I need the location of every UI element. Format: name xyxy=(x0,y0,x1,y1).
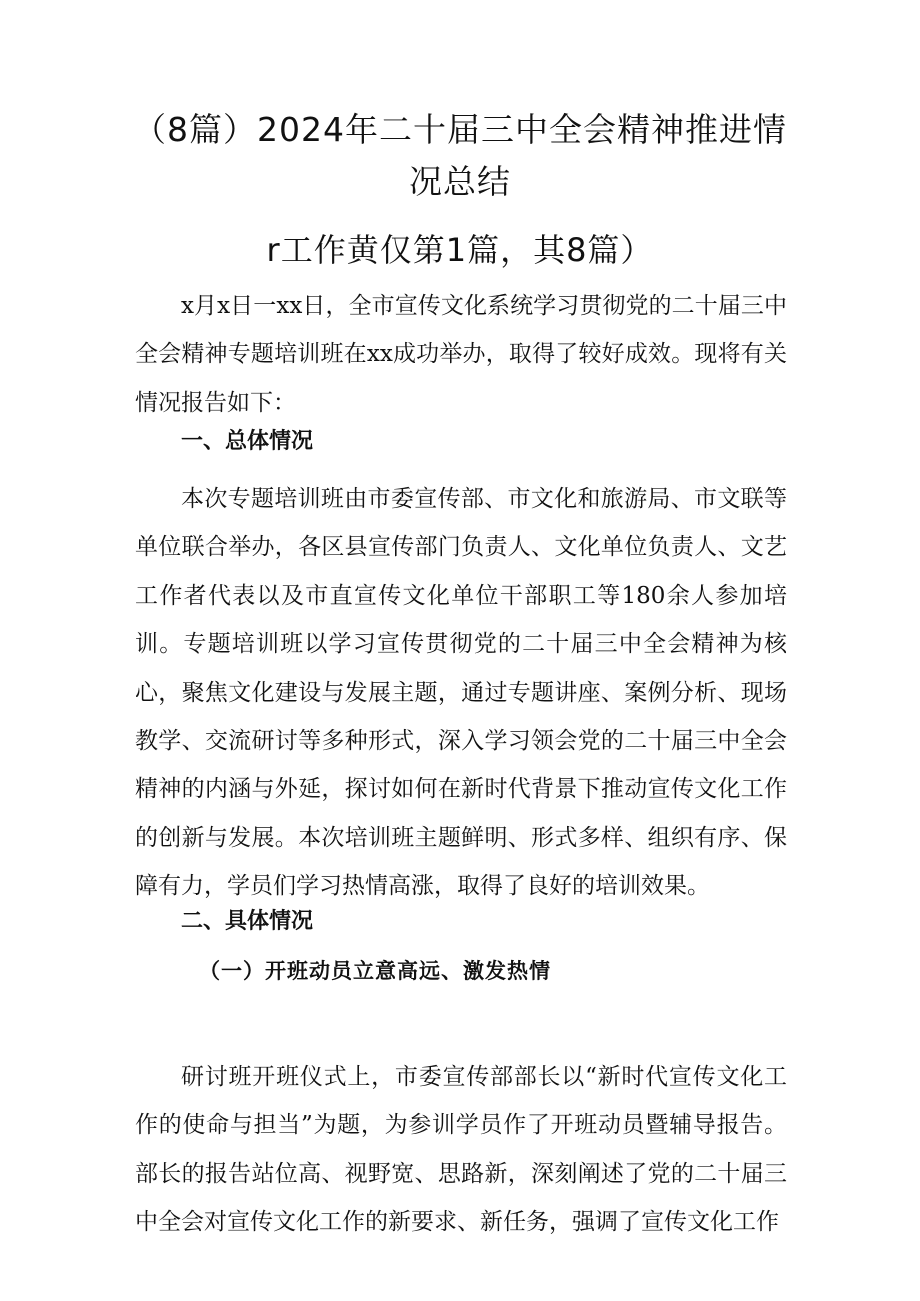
section-heading-overall: 一、总体情况 xyxy=(181,429,314,454)
opening-paragraph: 研讨班开班仪式上，市委宣传部部长以“新时代宣传文化工作的使命与担当”为题，为参训学员作了开班动员暨辅导报告。部长的报告站位高、视野宽、思路新，深刻阐述了党的二十届三中全会对宣传文化工作的新要求、新任务，强调了宣传文化工作 xyxy=(135,1064,787,1236)
document-subtitle: r工作黄仅第1篇，其8篇） xyxy=(266,231,654,269)
intro-paragraph: x月x日一xx日，全市宣传文化系统学习贯彻党的二十届三中全会精神专题培训班在xx成功举办，取得了较好成效。现将有关情况报告如下： xyxy=(135,293,787,416)
document-title-line-1: （8篇）2024年二十届三中全会精神推进情 xyxy=(133,110,787,149)
document-title-line-2: 况总结 xyxy=(409,162,511,201)
section-heading-details: 二、具体情况 xyxy=(181,909,314,934)
subsection-heading-opening: （一）开班动员立意高远、激发热情 xyxy=(199,959,551,983)
overall-paragraph: 本次专题培训班由市委宣传部、市文化和旅游局、市文联等单位联合举办，各区县宣传部门负责人、文化单位负责人、文艺工作者代表以及市直宣传文化单位干部职工等180余人参加培训。专题培训班以学习宣传贯彻党的二十届三中全会精神为核心，聚焦文化建设与发展主题，通过专题讲座、案例分析、现场教学、交流研讨等多种形式，深入学习领会党的二十届三中全会精神的内涵与外延，探讨如何在新时代背景下推动宣传文化工作的创新与发展。本次培训班主题鲜明、形式多样、组织有序、保障有力，学员们学习热情高涨，取得了良好的培训效果。 xyxy=(135,486,787,900)
